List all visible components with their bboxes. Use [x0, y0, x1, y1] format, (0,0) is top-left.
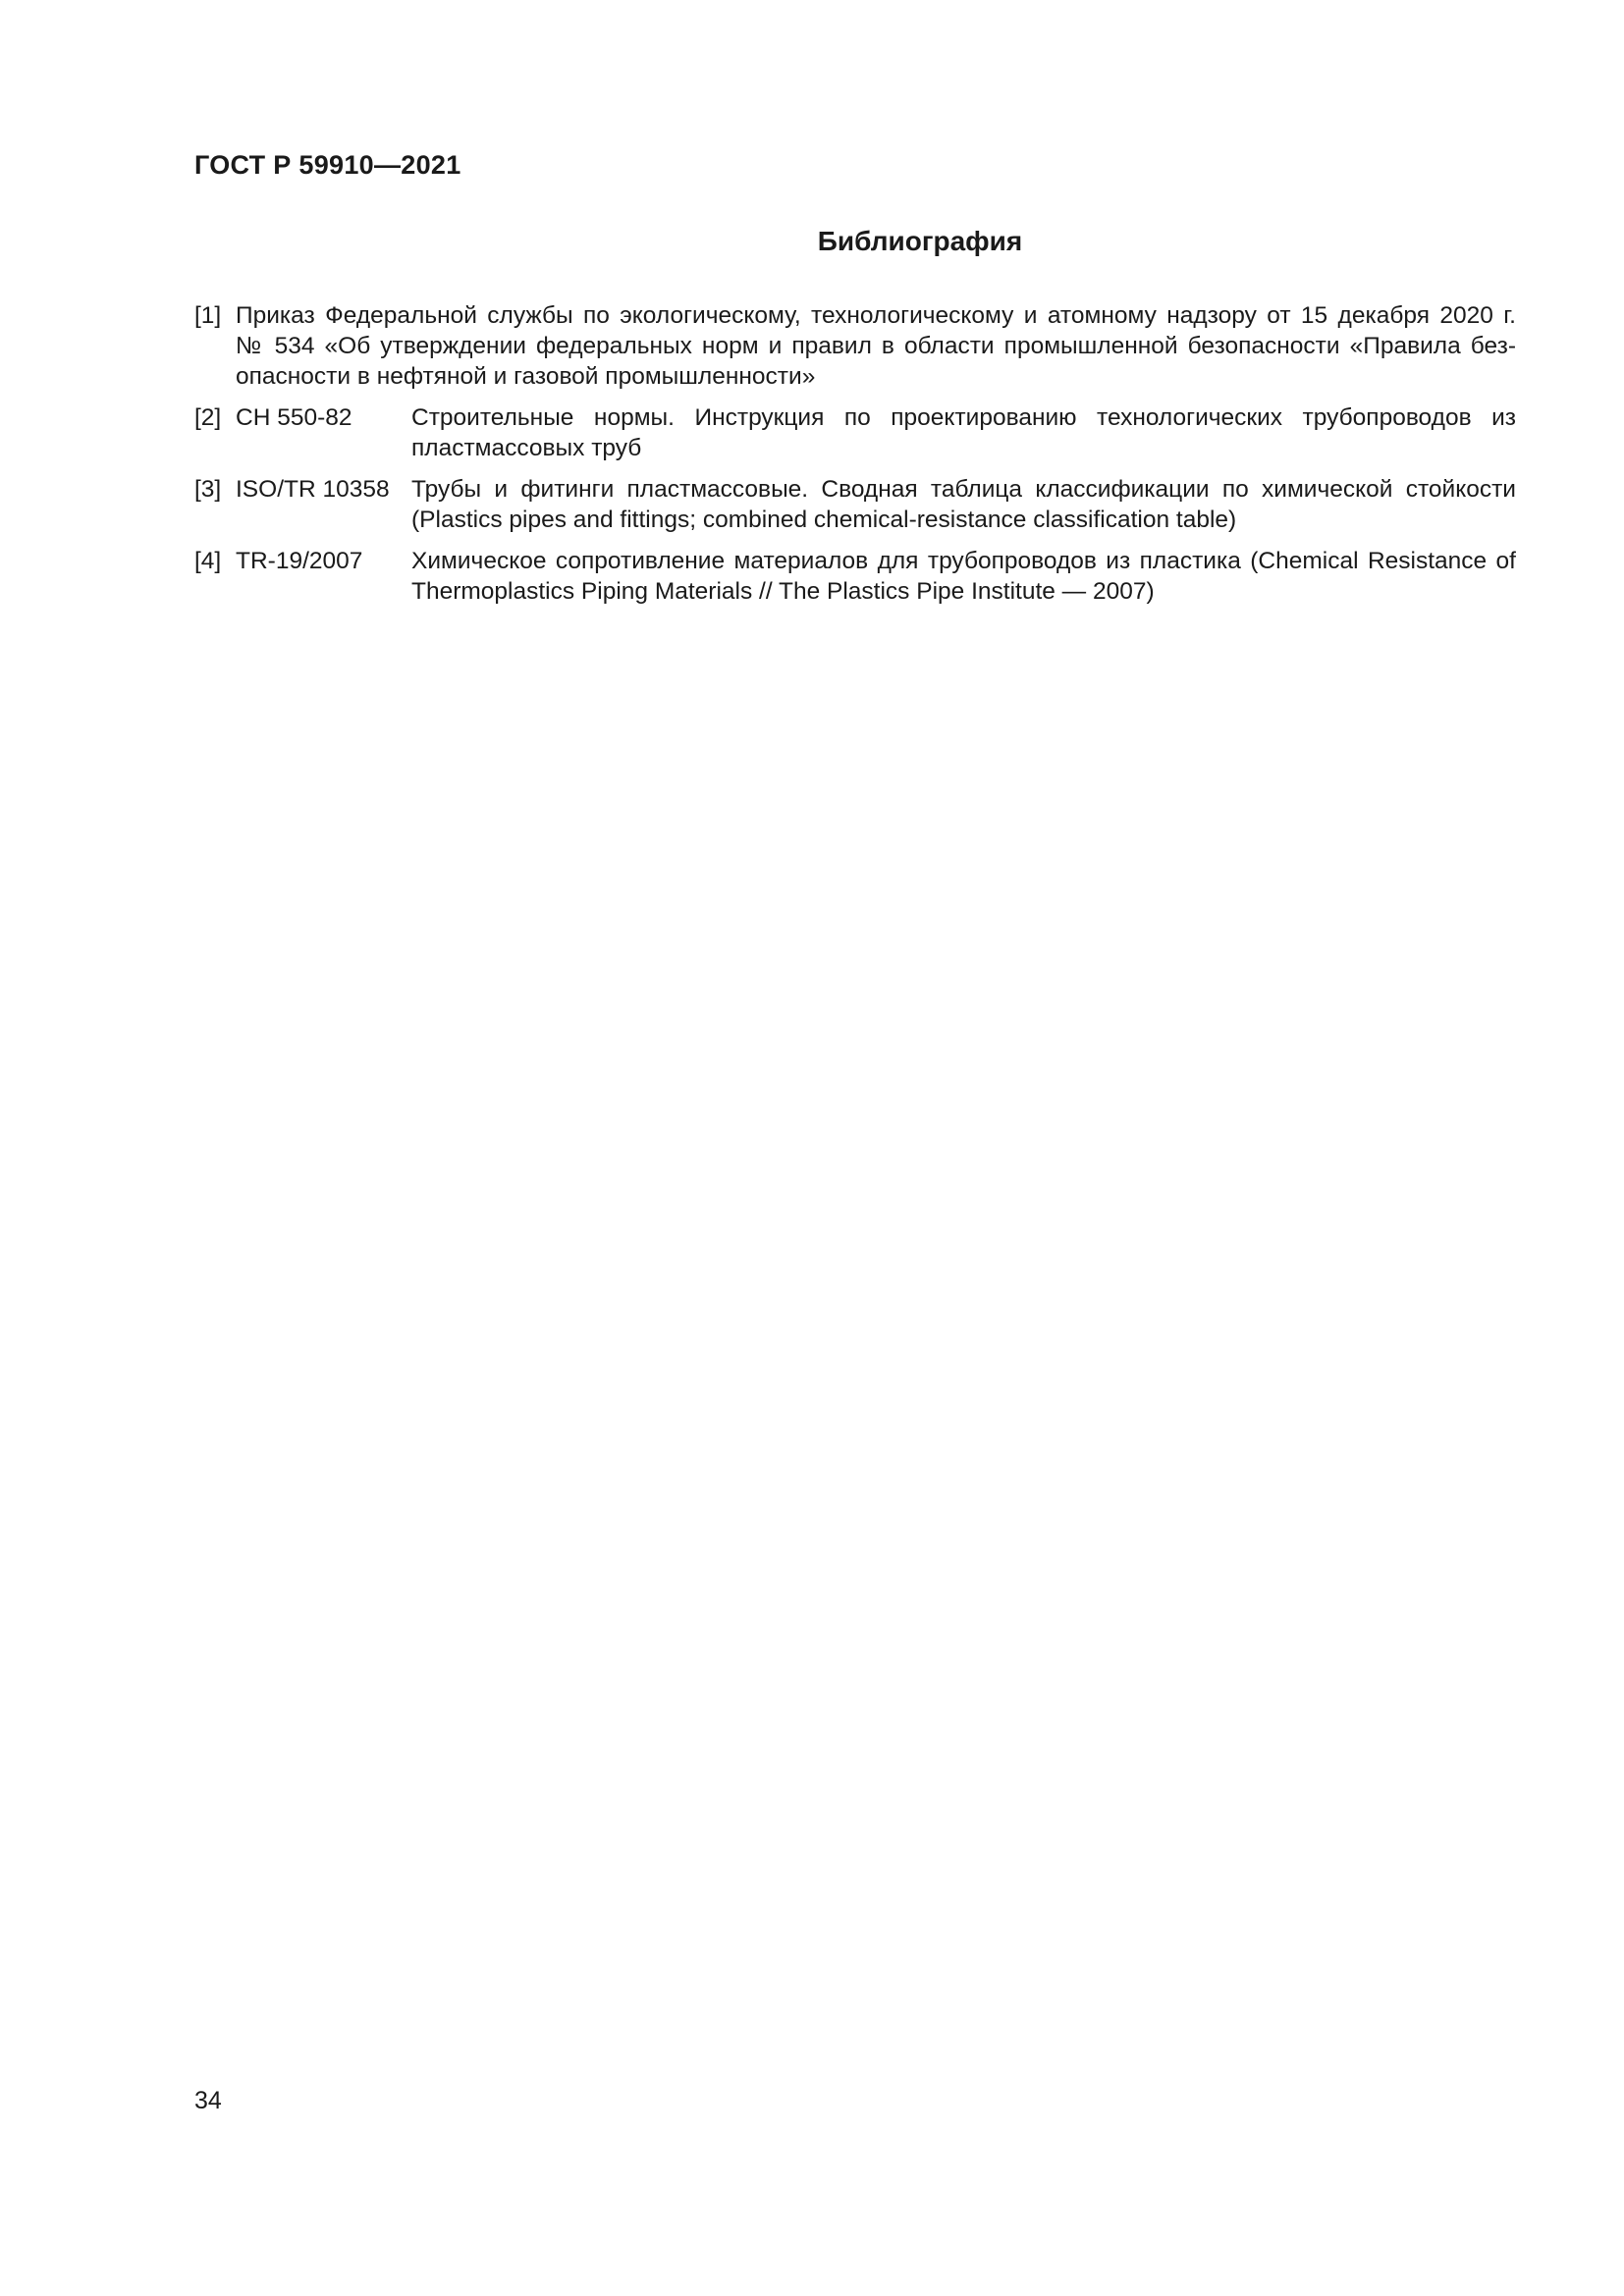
entry-number: [1]	[194, 302, 222, 329]
entry-text-line: Thermoplastics Piping Materials // The Plastics Pipe Institute — 2007)	[411, 578, 1155, 605]
bibliography-entry-4	[194, 546, 1516, 607]
entry-code: ISO/TR 10358	[236, 476, 390, 503]
entry-code: TR-19/2007	[236, 548, 363, 574]
entry-text-line: (Plastics pipes and fittings; combined chemical-resistance classification table)	[411, 507, 1237, 533]
bibliography-entry-1	[194, 300, 1516, 392]
entry-text-line: Строительные нормы. Инструкция по проектированию технологических трубопроводов из	[411, 404, 1516, 431]
document-id: ГОСТ Р 59910—2021	[194, 150, 461, 180]
bibliography-entry-3	[194, 474, 1516, 535]
entry-text	[411, 474, 1516, 535]
entry-text-line: Приказ Федеральной службы по экологическому, технологическому и атомному надзору от 15 декабря 2020 г.	[236, 302, 1516, 329]
entry-number: [4]	[194, 548, 222, 574]
bibliography-list	[194, 300, 1516, 617]
entry-number: [3]	[194, 476, 222, 503]
entry-text-line: пластмассовых труб	[411, 435, 642, 461]
bibliography-entry-2	[194, 402, 1516, 463]
entry-text-line: опасности в нефтяной и газовой промышленности»	[236, 363, 816, 390]
entry-text	[411, 546, 1516, 607]
entry-text	[236, 300, 1516, 392]
entry-code: СН 550-82	[236, 404, 352, 431]
entry-number: [2]	[194, 404, 222, 431]
entry-text	[411, 402, 1516, 463]
page-number: 34	[194, 2087, 222, 2114]
entry-text-line: Химическое сопротивление материалов для трубопроводов из пластика (Chemical Resistance of	[411, 548, 1516, 574]
entry-text-line: № 534 «Об утверждении федеральных норм и правил в области промышленной безопасности «Правила без-	[236, 333, 1516, 359]
entry-text-line: Трубы и фитинги пластмассовые. Сводная таблица классификации по химической стойкости	[411, 476, 1516, 503]
section-title: Библиография	[817, 226, 1023, 256]
